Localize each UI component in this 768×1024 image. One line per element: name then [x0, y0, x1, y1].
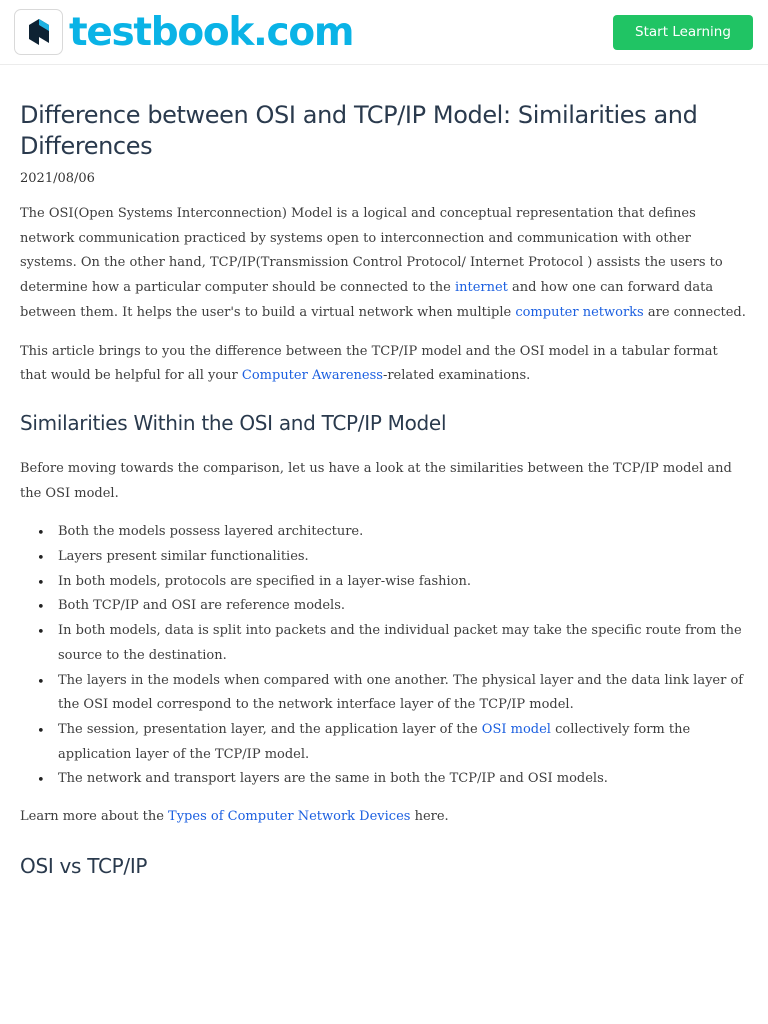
article — [0, 100, 768, 878]
testbook-logo-icon — [14, 9, 63, 55]
list-item: • In both models, protocols are specified in a layer-wise fashion. — [20, 570, 748, 595]
learn-text-1: Learn more about the — [20, 809, 169, 825]
start-learning-button[interactable]: Start Learning — [613, 15, 753, 50]
list-item: • The layers in the models when compared with one another. The physical layer and the data link layer of the OSI model correspond to the network interface layer of the TCP/IP model. — [20, 669, 748, 718]
list-item: • Both the models possess layered architecture. — [20, 520, 748, 545]
list-item: • Both TCP/IP and OSI are reference models. — [20, 594, 748, 619]
similarities-heading: Similarities Within the OSI and TCP/IP Model — [20, 410, 447, 435]
similarities-intro: Before moving towards the comparison, let us have a look at the similarities between the TCP/IP model and the OSI model. — [20, 460, 732, 501]
logo-text: testbook.com — [69, 9, 354, 55]
item7-text-2: collectively form the application layer of the TCP/IP model. — [58, 721, 691, 762]
internet-link[interactable]: internet — [454, 280, 508, 296]
learn-more-paragraph — [20, 805, 748, 830]
page-title: Difference between OSI and TCP/IP Model: Similarities and Differences — [20, 101, 698, 160]
intro-paragraph-2 — [20, 340, 748, 389]
computer-awareness-link[interactable]: Computer Awareness — [241, 368, 383, 384]
testbook-logo[interactable] — [14, 9, 353, 55]
intro2-text-1: This article brings to you the difference between the TCP/IP model and the OSI model in a tabular format that would be helpful for all your — [20, 343, 718, 384]
osi-model-link[interactable]: OSI model — [481, 721, 551, 737]
learn-text-2: here. — [410, 809, 449, 825]
intro-text-2: and how one can forward data between them. It helps the user's to build a virtual network when multiple — [20, 280, 714, 320]
network-devices-link[interactable]: Types of Computer Network Devices — [168, 809, 411, 825]
list-item: • Layers present similar functionalities. — [20, 545, 748, 570]
publish-date: 2021/08/06 — [20, 171, 95, 186]
computer-networks-link[interactable]: computer networks — [515, 304, 644, 320]
intro-paragraph — [20, 202, 748, 326]
list-item — [20, 718, 748, 767]
intro2-text-2: -related examinations. — [382, 368, 531, 384]
item7-text-1: The session, presentation layer, and the application layer of the — [58, 721, 482, 737]
intro-text-3: are connected. — [643, 304, 746, 320]
site-header — [0, 0, 768, 65]
intro-text-1: The OSI(Open Systems Interconnection) Model is a logical and conceptual representation that defines network communication practiced by systems open to interconnection and communication with other systems. On the other hand, TCP/IP(Transmission Control Protocol/ Internet Protocol ) assists the users to determine how a particular computer should be connected to the — [20, 206, 723, 296]
list-item: • In both models, data is split into packets and the individual packet may take the specific route from the source to the destination. — [20, 619, 748, 668]
osi-vs-tcpip-heading: OSI vs TCP/IP — [20, 853, 148, 878]
list-item: • The network and transport layers are the same in both the TCP/IP and OSI models. — [20, 767, 748, 792]
similarities-list — [20, 520, 748, 792]
